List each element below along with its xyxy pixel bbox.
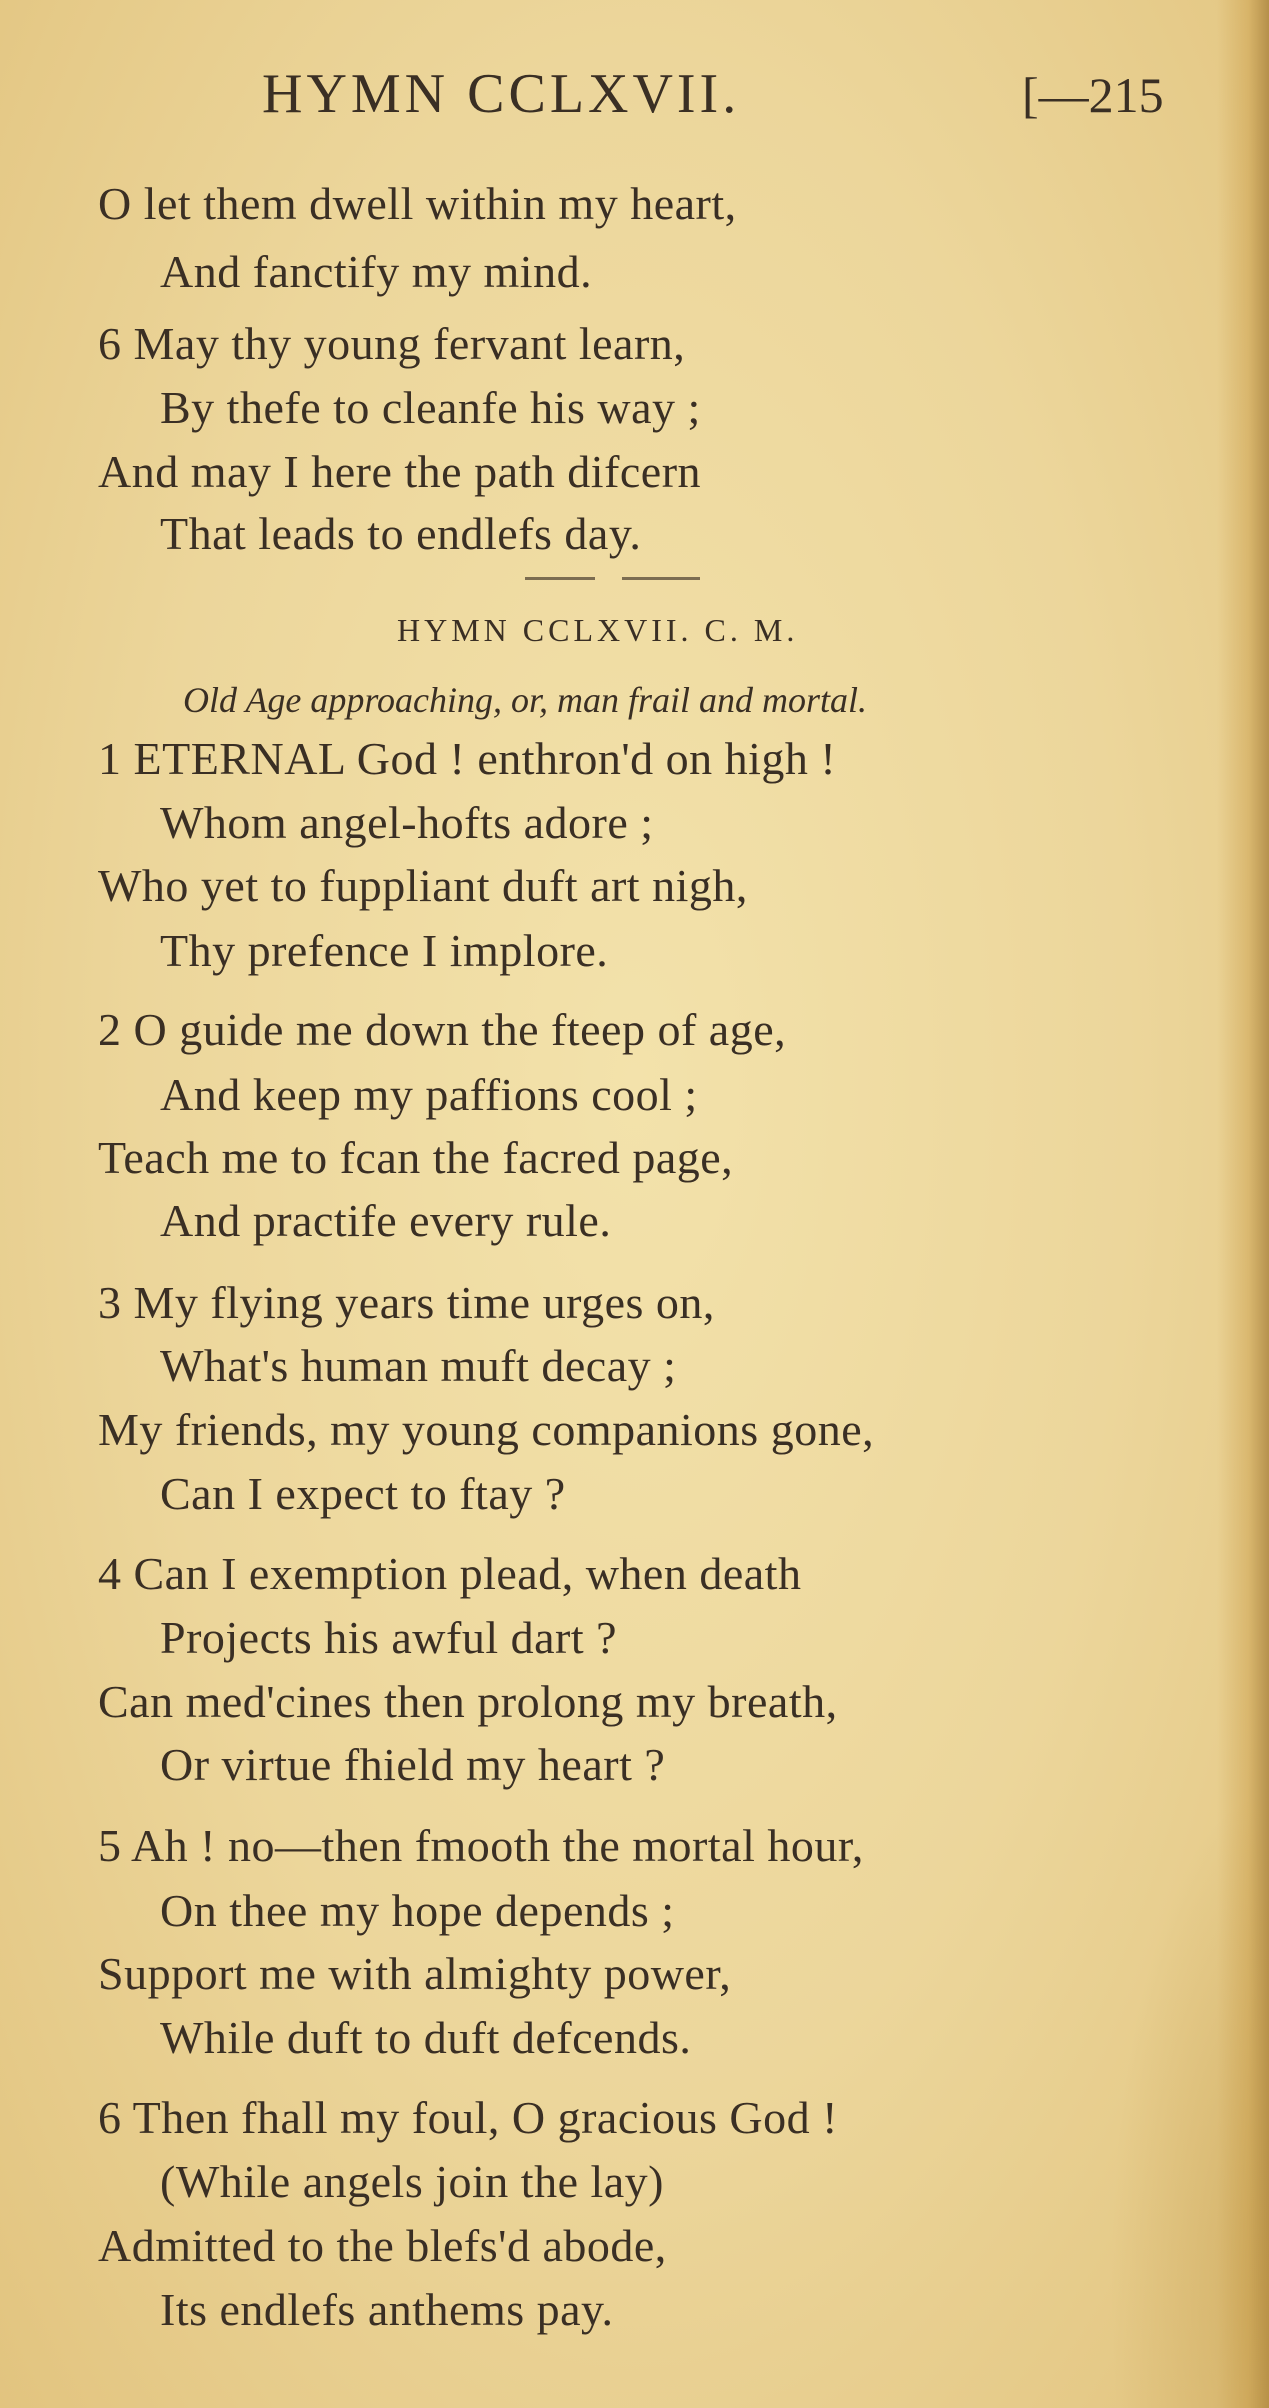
stanza-1-line: Who yet to fuppliant duft art nigh, bbox=[98, 860, 748, 911]
stanza-4-line: Or virtue fhield my heart ? bbox=[160, 1739, 666, 1790]
stanza-6-line: 6 Then fhall my foul, O gracious God ! bbox=[98, 2092, 838, 2143]
stanza-2-line: And practife every rule. bbox=[160, 1195, 612, 1246]
stanza-6-line: (While angels join the lay) bbox=[160, 2156, 665, 2207]
stanza-3-line: Can I expect to ftay ? bbox=[160, 1468, 566, 1519]
stanza-5-line: 5 Ah ! no—then fmooth the mortal hour, bbox=[98, 1820, 864, 1871]
prev-hymn-line: By thefe to cleanfe his way ; bbox=[160, 382, 701, 433]
stanza-2-line: 2 O guide me down the fteep of age, bbox=[98, 1004, 787, 1055]
stanza-4-line: Projects his awful dart ? bbox=[160, 1612, 618, 1663]
paper-stain bbox=[1109, 1788, 1269, 2408]
stanza-1-line: 1 ETERNAL God ! enthron'd on high ! bbox=[98, 733, 837, 784]
hymn-title: HYMN CCLXVII. C. M. bbox=[397, 612, 799, 648]
prev-hymn-line: O let them dwell within my heart, bbox=[98, 178, 737, 229]
stanza-3-line: My friends, my young companions gone, bbox=[98, 1404, 875, 1455]
stanza-5-line: While duft to duft defcends. bbox=[160, 2012, 692, 2063]
stanza-4-line: Can med'cines then prolong my breath, bbox=[98, 1676, 838, 1727]
stanza-6-line: Admitted to the blefs'd abode, bbox=[98, 2220, 667, 2271]
section-divider bbox=[525, 577, 595, 580]
running-head: HYMN CCLXVII. bbox=[262, 63, 741, 125]
prev-hymn-line: That leads to endlefs day. bbox=[160, 508, 642, 559]
stanza-1-line: Whom angel-hofts adore ; bbox=[160, 797, 654, 848]
stanza-5-line: Support me with almighty power, bbox=[98, 1948, 732, 1999]
prev-hymn-line: 6 May thy young fervant learn, bbox=[98, 318, 686, 369]
stanza-2-line: Teach me to fcan the facred page, bbox=[98, 1132, 734, 1183]
stanza-3-line: 3 My flying years time urges on, bbox=[98, 1277, 715, 1328]
stanza-3-line: What's human muft decay ; bbox=[160, 1340, 677, 1391]
stanza-4-line: 4 Can I exemption plead, when death bbox=[98, 1548, 802, 1599]
prev-hymn-line: And fanctify my mind. bbox=[160, 246, 593, 297]
stanza-2-line: And keep my paffions cool ; bbox=[160, 1069, 698, 1120]
prev-hymn-line: And may I here the path difcern bbox=[98, 446, 702, 497]
hymn-subtitle: Old Age approaching, or, man frail and mortal. bbox=[183, 680, 868, 720]
stanza-1-line: Thy prefence I implore. bbox=[160, 925, 609, 976]
page-number: [—215 bbox=[1022, 67, 1164, 123]
section-divider bbox=[622, 577, 700, 580]
stanza-5-line: On thee my hope depends ; bbox=[160, 1885, 675, 1936]
stanza-6-line: Its endlefs anthems pay. bbox=[160, 2284, 614, 2335]
